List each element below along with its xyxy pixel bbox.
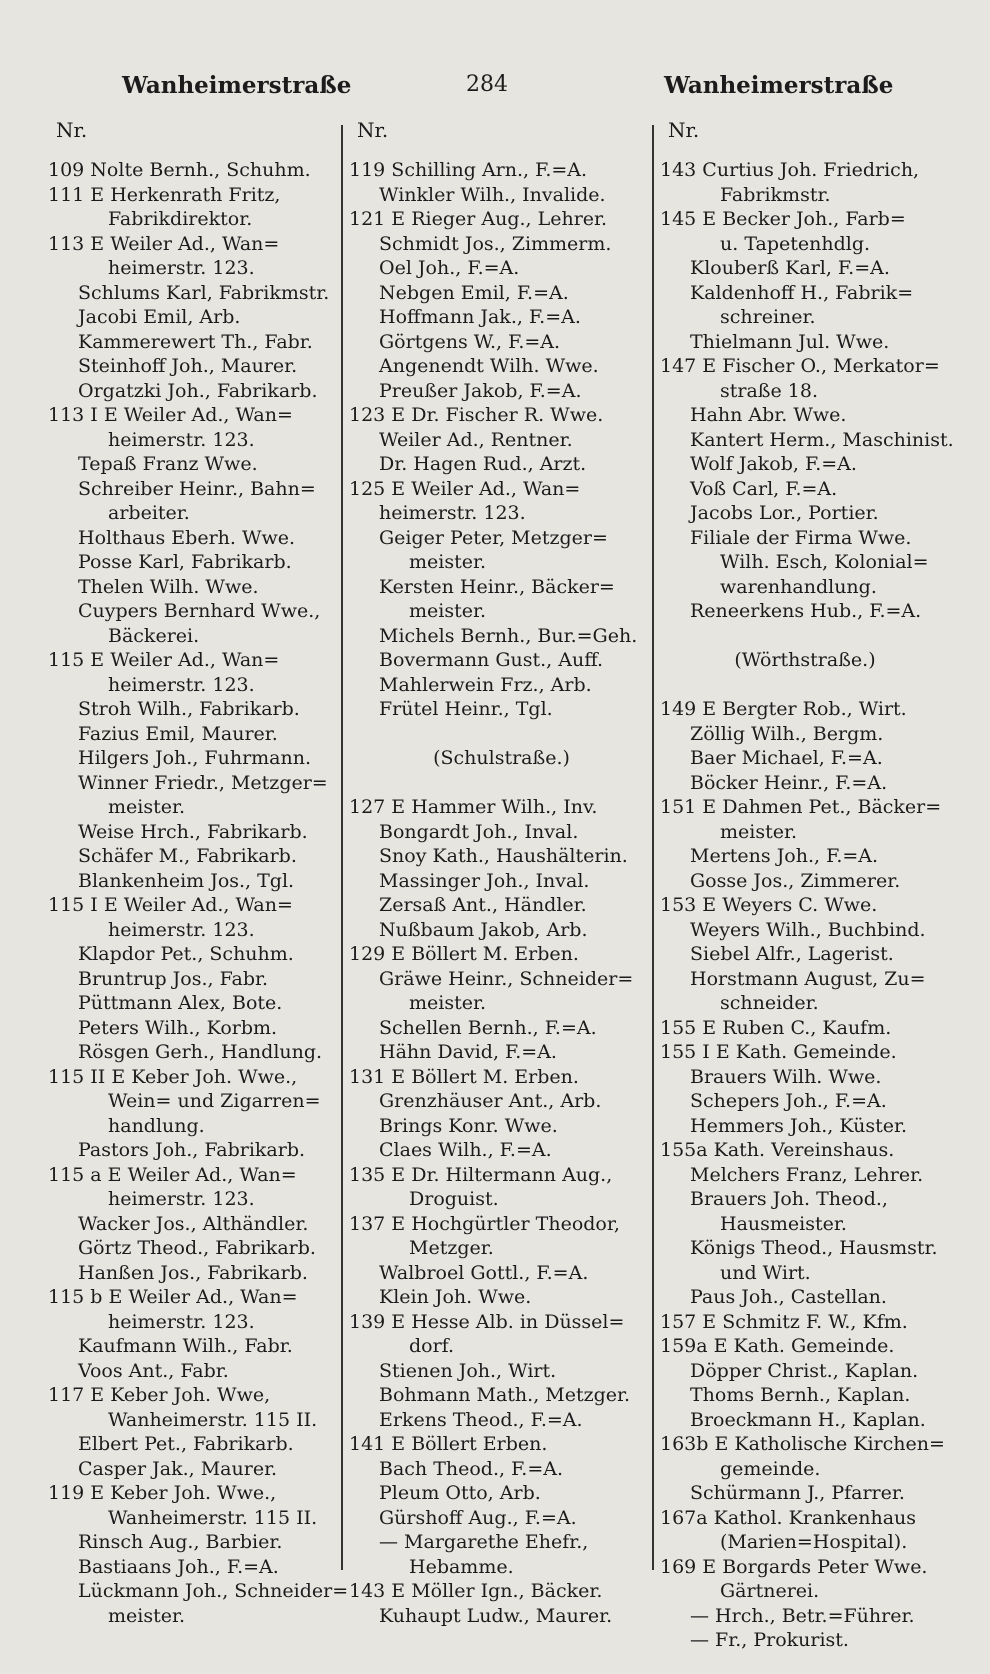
header-street-left: Wanheimerstraße bbox=[122, 72, 352, 99]
directory-entry: 169 E Borgards Peter Wwe. bbox=[660, 1555, 928, 1578]
directory-entry: meister. bbox=[409, 600, 487, 622]
directory-entry: Fabrikmstr. bbox=[720, 183, 831, 206]
directory-entry: straße 18. bbox=[720, 379, 818, 402]
directory-entry: 123 E Dr. Fischer R. Wwe. bbox=[349, 404, 604, 426]
directory-entry: Voß Carl, F.=A. bbox=[690, 477, 838, 500]
directory-entry: und Wirt. bbox=[720, 1261, 811, 1284]
directory-entry: meister. bbox=[409, 551, 487, 573]
column-2 bbox=[349, 118, 654, 1627]
directory-entry: schneider. bbox=[720, 992, 819, 1014]
section-heading: (Wörthstraße.) bbox=[734, 649, 876, 671]
directory-entry: Lückmann Joh., Schneider= bbox=[78, 1580, 349, 1602]
directory-entry: 113 I E Weiler Ad., Wan= bbox=[48, 404, 293, 426]
directory-entry: Nebgen Emil, F.=A. bbox=[379, 281, 569, 304]
directory-entry: 119 Schilling Arn., F.=A. bbox=[349, 159, 588, 181]
directory-entry: Rösgen Gerh., Handlung. bbox=[78, 1041, 323, 1063]
directory-entry: 135 E Dr. Hiltermann Aug., bbox=[349, 1163, 613, 1186]
directory-entry: Grenzhäuser Ant., Arb. bbox=[379, 1090, 602, 1112]
directory-entry: gemeinde. bbox=[720, 1457, 821, 1480]
directory-entry: 115 b E Weiler Ad., Wan= bbox=[48, 1286, 298, 1308]
directory-entry: 109 Nolte Bernh., Schuhm. bbox=[48, 159, 311, 181]
directory-entry: Gärtnerei. bbox=[720, 1580, 820, 1602]
directory-entry: 143 Curtius Joh. Friedrich, bbox=[660, 159, 920, 181]
directory-entry bbox=[660, 673, 950, 698]
directory-entry: — Margarethe Ehefr., bbox=[379, 1531, 589, 1553]
directory-entry: heimerstr. 123. bbox=[379, 502, 526, 524]
directory-entry: 129 E Böllert M. Erben. bbox=[349, 943, 579, 965]
column-divider-1 bbox=[341, 125, 343, 1570]
directory-entry: Voos Ant., Fabr. bbox=[78, 1359, 229, 1382]
directory-entry: warenhandlung. bbox=[720, 575, 877, 598]
directory-entry: 163b E Katholische Kirchen= bbox=[660, 1433, 945, 1455]
directory-entry: Metzger. bbox=[409, 1237, 494, 1259]
directory-entry: Pastors Joh., Fabrikarb. bbox=[78, 1139, 306, 1161]
directory-entry: Pleum Otto, Arb. bbox=[379, 1482, 541, 1504]
directory-entry: Holthaus Eberh. Wwe. bbox=[78, 526, 296, 549]
directory-entry: Preußer Jakob, F.=A. bbox=[379, 379, 582, 402]
directory-entry: heimerstr. 123. bbox=[108, 918, 255, 941]
directory-entry: Thoms Bernh., Kaplan. bbox=[690, 1384, 911, 1406]
directory-entry: Weyers Wilh., Buchbind. bbox=[690, 918, 926, 941]
directory-entry: Wanheimerstr. 115 II. bbox=[108, 1506, 318, 1529]
directory-entry: arbeiter. bbox=[108, 502, 190, 524]
directory-entry: Döpper Christ., Kaplan. bbox=[690, 1359, 919, 1382]
column-number-label: Nr. bbox=[56, 118, 88, 142]
column-2-entries bbox=[349, 158, 654, 1628]
directory-entry bbox=[660, 624, 950, 649]
directory-entry: Hähn David, F.=A. bbox=[379, 1041, 557, 1063]
directory-entry: Püttmann Alex, Bote. bbox=[78, 992, 283, 1014]
directory-entry: Angenendt Wilh. Wwe. bbox=[379, 355, 599, 377]
directory-entry: Orgatzki Joh., Fabrikarb. bbox=[78, 379, 318, 402]
column-1-entries bbox=[48, 158, 349, 1628]
directory-entry: Hausmeister. bbox=[720, 1212, 847, 1235]
directory-entry: handlung. bbox=[108, 1114, 205, 1137]
directory-entry: Elbert Pet., Fabrikarb. bbox=[78, 1433, 294, 1455]
directory-entry: Cuypers Bernhard Wwe., bbox=[78, 600, 321, 622]
directory-entry: Bäckerei. bbox=[108, 624, 200, 647]
directory-entry: Melchers Franz, Lehrer. bbox=[690, 1163, 924, 1186]
directory-entry: heimerstr. 123. bbox=[108, 1188, 255, 1210]
directory-entry: Bastiaans Joh., F.=A. bbox=[78, 1555, 279, 1578]
directory-entry: Gosse Jos., Zimmerer. bbox=[690, 869, 901, 892]
directory-entry: Bongardt Joh., Inval. bbox=[379, 820, 579, 843]
directory-entry: 151 E Dahmen Pet., Bäcker= bbox=[660, 796, 942, 818]
directory-entry: 127 E Hammer Wilh., Inv. bbox=[349, 796, 598, 818]
directory-entry: Steinhoff Joh., Maurer. bbox=[78, 355, 298, 377]
directory-entry: Bovermann Gust., Auff. bbox=[379, 649, 604, 671]
directory-entry: schreiner. bbox=[720, 306, 816, 328]
section-heading: (Schulstraße.) bbox=[433, 747, 570, 769]
directory-entry: Gürshoff Aug., F.=A. bbox=[379, 1506, 577, 1529]
column-1 bbox=[48, 118, 349, 1627]
directory-entry: Baer Michael, F.=A. bbox=[690, 747, 883, 769]
directory-entry: Kersten Heinr., Bäcker= bbox=[379, 575, 615, 598]
directory-entry: (Marien=Hospital). bbox=[720, 1531, 908, 1553]
directory-entry: Geiger Peter, Metzger= bbox=[379, 526, 608, 549]
directory-entry: Claes Wilh., F.=A. bbox=[379, 1139, 552, 1161]
directory-entry: Michels Bernh., Bur.=Geh. bbox=[379, 624, 638, 647]
directory-entry: meister. bbox=[108, 1604, 186, 1627]
directory-entry: Gräwe Heinr., Schneider= bbox=[379, 967, 634, 990]
directory-entry: 167a Kathol. Krankenhaus bbox=[660, 1506, 917, 1529]
directory-entry: Paus Joh., Castellan. bbox=[690, 1286, 887, 1308]
directory-entry: 121 E Rieger Aug., Lehrer. bbox=[349, 208, 608, 230]
directory-entry: Horstmann August, Zu= bbox=[690, 967, 926, 990]
page-header bbox=[0, 72, 990, 112]
directory-entry: meister. bbox=[108, 796, 186, 818]
directory-entry: Görtgens W., F.=A. bbox=[379, 330, 561, 353]
directory-entry: Kaldenhoff H., Fabrik= bbox=[690, 281, 914, 304]
directory-entry: Kaufmann Wilh., Fabr. bbox=[78, 1335, 293, 1357]
directory-entry: Siebel Alfr., Lagerist. bbox=[690, 943, 894, 965]
column-3 bbox=[660, 118, 954, 1651]
directory-entry: 119 E Keber Joh. Wwe., bbox=[48, 1482, 277, 1504]
directory-entry: 115 E Weiler Ad., Wan= bbox=[48, 649, 280, 671]
directory-entry: Jacobs Lor., Portier. bbox=[690, 502, 879, 524]
directory-entry: 125 E Weiler Ad., Wan= bbox=[349, 477, 581, 500]
directory-entry: 115 II E Keber Joh. Wwe., bbox=[48, 1065, 298, 1088]
directory-entry: Schlums Karl, Fabrikmstr. bbox=[78, 281, 330, 304]
directory-entry: meister. bbox=[409, 992, 487, 1014]
directory-entry: Wein= und Zigarren= bbox=[108, 1090, 321, 1112]
directory-entry: Böcker Heinr., F.=A. bbox=[690, 771, 888, 794]
directory-entry: 137 E Hochgürtler Theodor, bbox=[349, 1212, 620, 1235]
directory-entry: Bach Theod., F.=A. bbox=[379, 1457, 564, 1480]
directory-entry: Wolf Jakob, F.=A. bbox=[690, 453, 857, 475]
directory-entry: heimerstr. 123. bbox=[108, 257, 255, 279]
directory-entry: dorf. bbox=[409, 1335, 455, 1357]
directory-entry: 113 E Weiler Ad., Wan= bbox=[48, 232, 280, 255]
directory-entry: Casper Jak., Maurer. bbox=[78, 1457, 278, 1480]
directory-entry: Thielmann Jul. Wwe. bbox=[690, 330, 890, 353]
directory-entry: 155 E Ruben C., Kaufm. bbox=[660, 1016, 892, 1039]
directory-entry: Massinger Joh., Inval. bbox=[379, 869, 590, 892]
directory-entry: Brauers Wilh. Wwe. bbox=[690, 1065, 882, 1088]
directory-entry: 117 E Keber Joh. Wwe, bbox=[48, 1384, 271, 1406]
column-number-label: Nr. bbox=[357, 118, 389, 142]
directory-entry: Brings Konr. Wwe. bbox=[379, 1114, 558, 1137]
directory-entry: Schäfer M., Fabrikarb. bbox=[78, 845, 297, 867]
page-number: 284 bbox=[466, 72, 508, 97]
directory-entry: Königs Theod., Hausmstr. bbox=[690, 1237, 938, 1259]
directory-entry: Hilgers Joh., Fuhrmann. bbox=[78, 747, 312, 769]
directory-entry: Görtz Theod., Fabrikarb. bbox=[78, 1237, 316, 1259]
directory-entry: 145 E Becker Joh., Farb= bbox=[660, 208, 906, 230]
directory-entry: 115 I E Weiler Ad., Wan= bbox=[48, 894, 293, 916]
directory-entry: heimerstr. 123. bbox=[108, 673, 255, 696]
directory-entry: heimerstr. 123. bbox=[108, 428, 255, 451]
directory-entry: meister. bbox=[720, 820, 798, 843]
directory-entry: Hebamme. bbox=[409, 1555, 514, 1578]
directory-entry: Droguist. bbox=[409, 1188, 499, 1210]
directory-entry: Peters Wilh., Korbm. bbox=[78, 1016, 278, 1039]
directory-entry: Klein Joh. Wwe. bbox=[379, 1286, 532, 1308]
directory-entry: 115 a E Weiler Ad., Wan= bbox=[48, 1163, 297, 1186]
directory-entry: 143 E Möller Ign., Bäcker. bbox=[349, 1580, 603, 1602]
directory-entry: 157 E Schmitz F. W., Kfm. bbox=[660, 1310, 908, 1333]
directory-entry: Reneerkens Hub., F.=A. bbox=[690, 600, 922, 622]
directory-entry: Thelen Wilh. Wwe. bbox=[78, 575, 259, 598]
directory-entry: Hoffmann Jak., F.=A. bbox=[379, 306, 581, 328]
directory-entry: Blankenheim Jos., Tgl. bbox=[78, 869, 295, 892]
directory-entry: Frütel Heinr., Tgl. bbox=[379, 698, 553, 720]
directory-entry: Zersaß Ant., Händler. bbox=[379, 894, 587, 916]
directory-entry: Jacobi Emil, Arb. bbox=[78, 306, 241, 328]
directory-entry: Fazius Emil, Maurer. bbox=[78, 722, 278, 745]
directory-entry: Fabrikdirektor. bbox=[108, 208, 253, 230]
directory-entry: 131 E Böllert M. Erben. bbox=[349, 1065, 579, 1088]
directory-entry: Walbroel Gottl., F.=A. bbox=[379, 1261, 589, 1284]
directory-entry: Rinsch Aug., Barbier. bbox=[78, 1531, 283, 1553]
directory-entry: Wanheimerstr. 115 II. bbox=[108, 1408, 318, 1431]
directory-entry: Schellen Bernh., F.=A. bbox=[379, 1016, 597, 1039]
directory-entry: Broeckmann H., Kaplan. bbox=[690, 1408, 926, 1431]
directory-entry: Filiale der Firma Wwe. bbox=[690, 526, 912, 549]
directory-entry: 155 I E Kath. Gemeinde. bbox=[660, 1041, 897, 1063]
directory-entry: Brauers Joh. Theod., bbox=[690, 1188, 888, 1210]
directory-entry: Winner Friedr., Metzger= bbox=[78, 771, 328, 794]
directory-entry: 155a Kath. Vereinshaus. bbox=[660, 1139, 895, 1161]
directory-entry: Dr. Hagen Rud., Arzt. bbox=[379, 453, 587, 475]
directory-entry: Wilh. Esch, Kolonial= bbox=[720, 551, 929, 573]
directory-entry: Mertens Joh., F.=A. bbox=[690, 845, 879, 867]
directory-entry: 147 E Fischer O., Merkator= bbox=[660, 355, 940, 377]
directory-entry: u. Tapetenhdlg. bbox=[720, 232, 871, 255]
directory-entry: Nußbaum Jakob, Arb. bbox=[379, 918, 588, 941]
directory-entry: Bohmann Math., Metzger. bbox=[379, 1384, 631, 1406]
directory-entry: Schreiber Heinr., Bahn= bbox=[78, 477, 316, 500]
directory-entry: Kuhaupt Ludw., Maurer. bbox=[379, 1604, 613, 1627]
directory-entry: Oel Joh., F.=A. bbox=[379, 257, 520, 279]
directory-entry: Kammerewert Th., Fabr. bbox=[78, 330, 313, 353]
directory-entry: Klouberß Karl, F.=A. bbox=[690, 257, 890, 279]
directory-entry: Schepers Joh., F.=A. bbox=[690, 1090, 887, 1112]
directory-entry: — Fr., Prokurist. bbox=[690, 1629, 849, 1651]
directory-entry: Weiler Ad., Rentner. bbox=[379, 428, 573, 451]
directory-entry: Tepaß Franz Wwe. bbox=[78, 453, 258, 475]
directory-entry: 141 E Böllert Erben. bbox=[349, 1433, 548, 1455]
directory-entry: Weise Hrch., Fabrikarb. bbox=[78, 820, 308, 843]
directory-entry: Posse Karl, Fabrikarb. bbox=[78, 551, 292, 573]
directory-entry: Mahlerwein Frz., Arb. bbox=[379, 673, 592, 696]
directory-entry: Hemmers Joh., Küster. bbox=[690, 1114, 908, 1137]
directory-entry bbox=[349, 771, 654, 796]
column-3-entries bbox=[660, 158, 954, 1653]
directory-entry: Hahn Abr. Wwe. bbox=[690, 404, 847, 426]
directory-entry: 149 E Bergter Rob., Wirt. bbox=[660, 698, 907, 720]
directory-entry: 111 E Herkenrath Fritz, bbox=[48, 183, 281, 206]
directory-entry: Hanßen Jos., Fabrikarb. bbox=[78, 1261, 308, 1284]
header-street-right: Wanheimerstraße bbox=[664, 72, 894, 99]
directory-entry: Klapdor Pet., Schuhm. bbox=[78, 943, 294, 965]
directory-entry: 159a E Kath. Gemeinde. bbox=[660, 1335, 895, 1357]
column-number-label: Nr. bbox=[668, 118, 700, 142]
directory-entry: Kantert Herm., Maschinist. bbox=[690, 428, 954, 451]
directory-entry: 153 E Weyers C. Wwe. bbox=[660, 894, 878, 916]
directory-entry: Schürmann J., Pfarrer. bbox=[690, 1482, 905, 1504]
directory-entry: — Hrch., Betr.=Führer. bbox=[690, 1604, 915, 1627]
directory-entry: Snoy Kath., Haushälterin. bbox=[379, 845, 628, 867]
directory-entry: Wacker Jos., Althändler. bbox=[78, 1212, 309, 1235]
directory-entry bbox=[349, 722, 654, 747]
directory-entry: heimerstr. 123. bbox=[108, 1310, 255, 1333]
directory-entry: Zöllig Wilh., Bergm. bbox=[690, 722, 884, 745]
directory-entry: Bruntrup Jos., Fabr. bbox=[78, 967, 269, 990]
directory-entry: Erkens Theod., F.=A. bbox=[379, 1408, 583, 1431]
directory-entry: Winkler Wilh., Invalide. bbox=[379, 183, 606, 206]
directory-entry: Schmidt Jos., Zimmerm. bbox=[379, 232, 612, 255]
directory-entry: Stroh Wilh., Fabrikarb. bbox=[78, 698, 300, 720]
directory-entry: 139 E Hesse Alb. in Düssel= bbox=[349, 1310, 625, 1333]
directory-entry: Stienen Joh., Wirt. bbox=[379, 1359, 557, 1382]
